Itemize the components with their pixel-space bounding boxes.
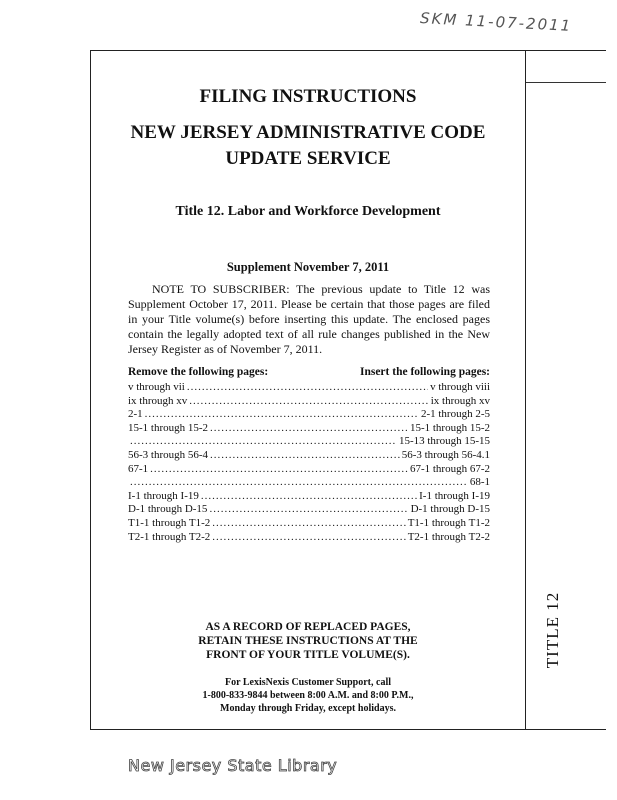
dot-leader (189, 395, 428, 409)
insert-pages: D-1 through D-15 (410, 503, 490, 516)
title-subtitle: Title 12. Labor and Workforce Development (175, 204, 441, 219)
insert-pages: 67-1 through 67-2 (409, 462, 490, 475)
code-heading-line1: NEW JERSEY ADMINISTRATIVE CODE (130, 122, 486, 143)
table-row (128, 408, 490, 422)
page-replacement-table (128, 366, 490, 544)
dot-leader (130, 435, 397, 449)
remove-pages: T1-1 through T1-2 (128, 516, 211, 529)
remove-pages: I-1 through I-19 (128, 489, 199, 502)
table-row (128, 463, 490, 477)
record-line2: RETAIN THESE INSTRUCTIONS AT THE (198, 635, 418, 647)
dot-leader (210, 449, 400, 463)
table-row (128, 435, 490, 449)
table-row (128, 517, 490, 531)
table-rows (128, 381, 490, 544)
support-line3: Monday through Friday, except holidays. (220, 703, 396, 714)
dot-leader (209, 503, 408, 517)
table-row (128, 476, 490, 490)
table-row (128, 490, 490, 504)
record-line3: FRONT OF YOUR TITLE VOLUME(S). (206, 649, 410, 661)
insert-pages: T2-1 through T2-2 (407, 530, 490, 543)
remove-pages: 56-3 through 56-4 (128, 448, 209, 461)
dot-leader (201, 490, 417, 504)
title-tab (538, 570, 568, 690)
insert-pages: I-1 through I-19 (419, 489, 490, 502)
remove-pages: D-1 through D-15 (128, 503, 208, 516)
table-row (128, 449, 490, 463)
code-heading-line2: UPDATE SERVICE (225, 148, 391, 169)
library-stamp: New Jersey State Library (128, 756, 338, 775)
dot-leader (212, 531, 405, 545)
insert-pages: T1-1 through T1-2 (407, 516, 490, 529)
code-heading (90, 120, 526, 172)
subscriber-note-text: NOTE TO SUBSCRIBER: The previous update to Title 12 was Supplement October 17, 2011. Please be certain that those pages are filed in your Title volume(s) before inserting this update. The enclosed pages contain the legally adopted text of all rule changes published in the New Jersey Register as of November 7, 2011. (128, 282, 490, 356)
tab-divider-line (526, 82, 606, 83)
remove-header: Remove the following pages: (128, 366, 269, 378)
insert-pages: 2-1 through 2-5 (420, 408, 490, 421)
dot-leader (130, 476, 468, 490)
subscriber-note (128, 282, 490, 357)
table-row (128, 381, 490, 395)
remove-pages: ix through xv (128, 394, 188, 407)
title-tab-label: TITLE 12 (543, 591, 563, 669)
support-line1: For LexisNexis Customer Support, call (224, 677, 391, 688)
dot-leader (212, 517, 405, 531)
customer-support (90, 676, 526, 715)
dot-leader (150, 463, 408, 477)
insert-pages: v through viii (430, 381, 490, 393)
table-row (128, 422, 490, 436)
insert-pages: 56-3 through 56-4.1 (401, 448, 490, 461)
remove-pages: 2-1 (128, 408, 143, 421)
remove-pages: T2-1 through T2-2 (128, 530, 211, 543)
support-line2: 1-800-833-9844 between 8:00 A.M. and 8:00 P.M., (202, 690, 414, 701)
insert-pages: 68-1 (469, 476, 490, 489)
insert-pages: 15-1 through 15-2 (409, 421, 490, 434)
supplement-date: Supplement November 7, 2011 (226, 260, 390, 274)
dot-leader (187, 381, 428, 395)
insert-pages: 15-13 through 15-15 (398, 435, 490, 448)
dot-leader (210, 422, 408, 436)
record-line1: AS A RECORD OF REPLACED PAGES, (205, 621, 411, 633)
filing-instructions-heading: FILING INSTRUCTIONS (199, 86, 417, 107)
remove-pages: 67-1 (128, 462, 149, 475)
remove-pages: 15-1 through 15-2 (128, 421, 209, 434)
remove-pages: v through vii (128, 381, 185, 393)
table-row (128, 503, 490, 517)
handwritten-note: SKM 11-07-2011 (419, 9, 573, 35)
table-row (128, 531, 490, 545)
table-row (128, 395, 490, 409)
insert-header: Insert the following pages: (359, 366, 490, 378)
table-header (128, 366, 490, 381)
insert-pages: ix through xv (430, 394, 490, 407)
record-notice (90, 620, 526, 662)
dot-leader (145, 408, 419, 422)
